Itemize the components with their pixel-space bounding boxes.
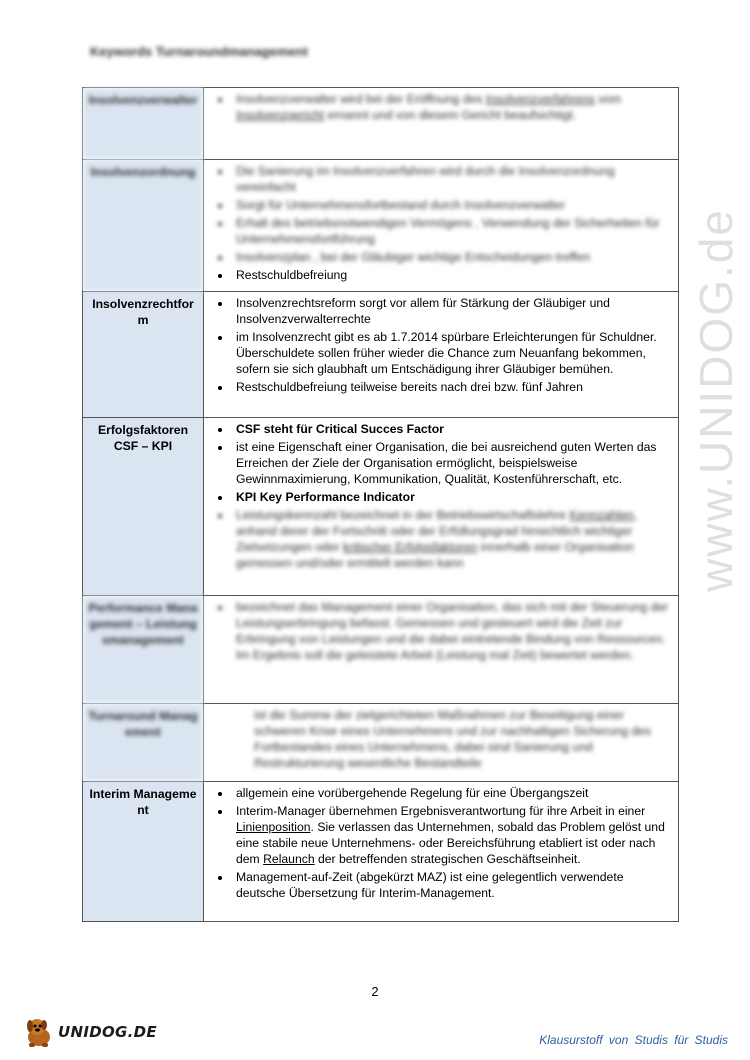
table-row <box>83 418 679 596</box>
list-item: • im Insolvenzrecht gibt es ab 1.7.2014 spürbare Erleichterungen für Schuldner. Überschuldete sollen früher wieder die Chance zum Neuanfang bekommen, sofern sie sich glaubhaft um Entschädigung ihrer Gläubiger bemühen. <box>232 329 670 377</box>
description-cell <box>204 418 679 596</box>
keywords-table <box>82 87 679 922</box>
list-item: • Insolvenzplan , bei der Gläubiger wichtige Entscheidungen treffen <box>232 249 670 265</box>
unidog-logo <box>22 1016 157 1048</box>
list-item: • Leistungskennzahl bezeichnet in der Betriebswirtschaftslehre Kennzahlen, anhand derer der Fortschritt oder der Erfüllungsgrad hinsichtlich wichtiger Zielsetzungen oder kritischer Erfolgsfaktoren innerhalb einer Organisation gemessen und/oder ermittelt werden kann <box>232 507 670 571</box>
document-heading: Keywords Turnaroundmanagement <box>90 44 308 59</box>
description-cell <box>204 88 679 160</box>
list-item: • Erhalt des betriebsnotwendigen Vermögens , Verwendung der Sicherheiten für Unternehmensfortführung <box>232 215 670 247</box>
term-cell: Insolvenzrechtform <box>83 292 204 418</box>
description-cell <box>204 596 679 704</box>
term-cell: Insolvenzverwalter <box>83 88 204 160</box>
term-cell <box>83 418 204 596</box>
list-item: • Restschuldbefreiung <box>232 267 670 283</box>
table-row <box>83 596 679 704</box>
description-cell <box>204 782 679 922</box>
list-item: • bezeichnet das Management einer Organisation, das sich mit der Steuerung der Leistungserbringung befasst. Gemessen und gesteuert wird die Zeit zur Erbringung von Leistungen und die dabei eintretende Bindung von Ressourcen. Im Ergebnis soll die geleistete Arbeit (Leistung mal Zeit) bewertet werden. <box>232 599 670 663</box>
table-row <box>83 160 679 292</box>
footer-tagline: Klausurstoff von Studis für Studis <box>539 1033 728 1047</box>
list-item: • Insolvenzverwalter wird bei der Eröffnung des Insolvenzverfahrens vom Insolvenzgericht ernannt und von diesem Gericht beaufsichtigt. <box>232 91 670 123</box>
table-row <box>83 704 679 782</box>
term-cell: Interim Management <box>83 782 204 922</box>
term-cell: Insolvenzordnung <box>83 160 204 292</box>
term-cell: Performance Management – Leistungsmanagement <box>83 596 204 704</box>
description-cell <box>204 704 679 782</box>
list-item: • allgemein eine vorübergehende Regelung für eine Übergangszeit <box>232 785 670 801</box>
watermark: www.UNIDOG.de <box>690 208 742 592</box>
dog-icon <box>22 1016 56 1048</box>
paragraph: ist die Summe der zielgerichteten Maßnahmen zur Beseitigung einer schweren Krise eines Unternehmens und zur nachhaltigen Sicherung des Fortbestandes eines Unternehmens, dabei sind Sanierung und Restrukturierung wesentliche Bestandteile <box>254 708 652 770</box>
page-number: 2 <box>371 984 379 999</box>
description-cell <box>204 292 679 418</box>
list-item: • Die Sanierung im Insolvenzverfahren wird durch die Insolvenzordnung vereinfacht <box>232 163 670 195</box>
term-cell: Turnaround Management <box>83 704 204 782</box>
table-row <box>83 88 679 160</box>
list-item: • ist eine Eigenschaft einer Organisation, die bei ausreichend guten Werten das Erreichen der Ziele der Organisation ermöglicht, beispielsweise Gewinnmaximierung, Kommunikation, Qualität, Kostenführerschaft, etc. <box>232 439 670 487</box>
list-item: • Restschuldbefreiung teilweise bereits nach drei bzw. fünf Jahren <box>232 379 670 395</box>
list-item: • Sorgt für Unternehmensfortbestand durch Insolvenzverwalter <box>232 197 670 213</box>
term-line: Erfolgsfaktoren <box>97 423 189 437</box>
list-item: • Insolvenzrechtsreform sorgt vor allem für Stärkung der Gläubiger und Insolvenzverwalterrechte <box>232 295 670 327</box>
table-row <box>83 782 679 922</box>
table-row <box>83 292 679 418</box>
list-item: • KPI Key Performance Indicator <box>232 489 670 505</box>
term-line: CSF – KPI <box>113 439 173 453</box>
description-cell <box>204 160 679 292</box>
logo-text: UNIDOG.DE <box>58 1023 157 1041</box>
list-item: • Management-auf-Zeit (abgekürzt MAZ) ist eine gelegentlich verwendete deutsche Übersetzung für Interim-Management. <box>232 869 670 901</box>
list-item: • CSF steht für Critical Succes Factor <box>232 421 670 437</box>
list-item: • Interim-Manager übernehmen Ergebnisverantwortung für ihre Arbeit in einer Linienposition. Sie verlassen das Unternehmen, sobald das Problem gelöst und eine stabile neue Unternehmens- oder Bereichsführung etabliert ist oder nach dem Relaunch der betreffenden strategischen Geschäftseinheit. <box>232 803 670 867</box>
